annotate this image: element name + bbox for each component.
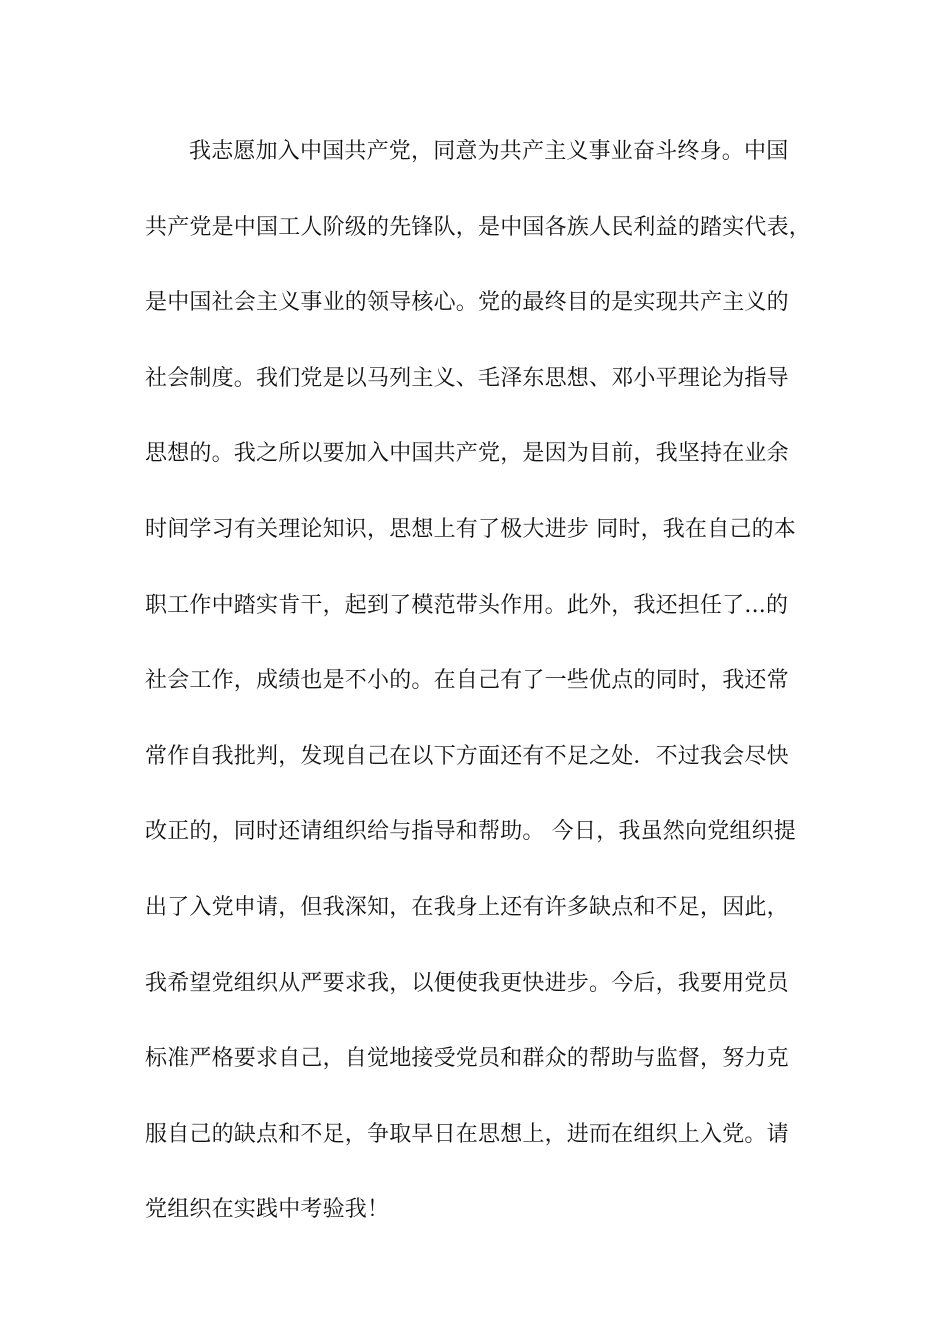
text-line-3: 是中国社会主义事业的领导核心。党的最终目的是实现共产主义的 [145, 290, 789, 316]
text-line-9: 常作自我批判，发现自己在以下方面还有不足之处．不过我会尽快 [145, 743, 789, 769]
text-line-4: 社会制度。我们党是以马列主义、毛泽东思想、邓小平理论为指导 [145, 365, 789, 391]
text-line-12: 我希望党组织从严要求我，以便使我更快进步。今后，我要用党员 [145, 970, 789, 996]
text-line-13: 标准严格要求自己，自觉地接受党员和群众的帮助与监督，努力克 [145, 1046, 789, 1072]
application-letter-paragraph [145, 129, 845, 1263]
text-line-10: 改正的，同时还请组织给与指导和帮助。 今日，我虽然向党组织提 [145, 819, 796, 845]
text-line-6: 时间学习有关理论知识，思想上有了极大进步 同时，我在自己的本 [145, 516, 796, 542]
text-line-8: 社会工作，成绩也是不小的。在自己有了一些优点的同时，我还常 [145, 668, 789, 694]
text-line-2: 共产党是中国工人阶级的先锋队，是中国各族人民利益的踏实代表， [145, 214, 812, 240]
text-line-11: 出了入党申请，但我深知，在我身上还有许多缺点和不足，因此， [145, 894, 789, 920]
text-line-14: 服自己的缺点和不足，争取早日在思想上，进而在组织上入党。请 [145, 1121, 789, 1147]
text-line-7: 职工作中踏实肯干，起到了模范带头作用。此外，我还担任了...的 [145, 592, 789, 618]
text-line-15: 党组织在实践中考验我！ [145, 1197, 390, 1223]
text-line-5: 思想的。我之所以要加入中国共产党，是因为目前，我坚持在业余 [145, 441, 789, 467]
text-line-1: 我志愿加入中国共产党，同意为共产主义事业奋斗终身。中国 [189, 139, 789, 164]
